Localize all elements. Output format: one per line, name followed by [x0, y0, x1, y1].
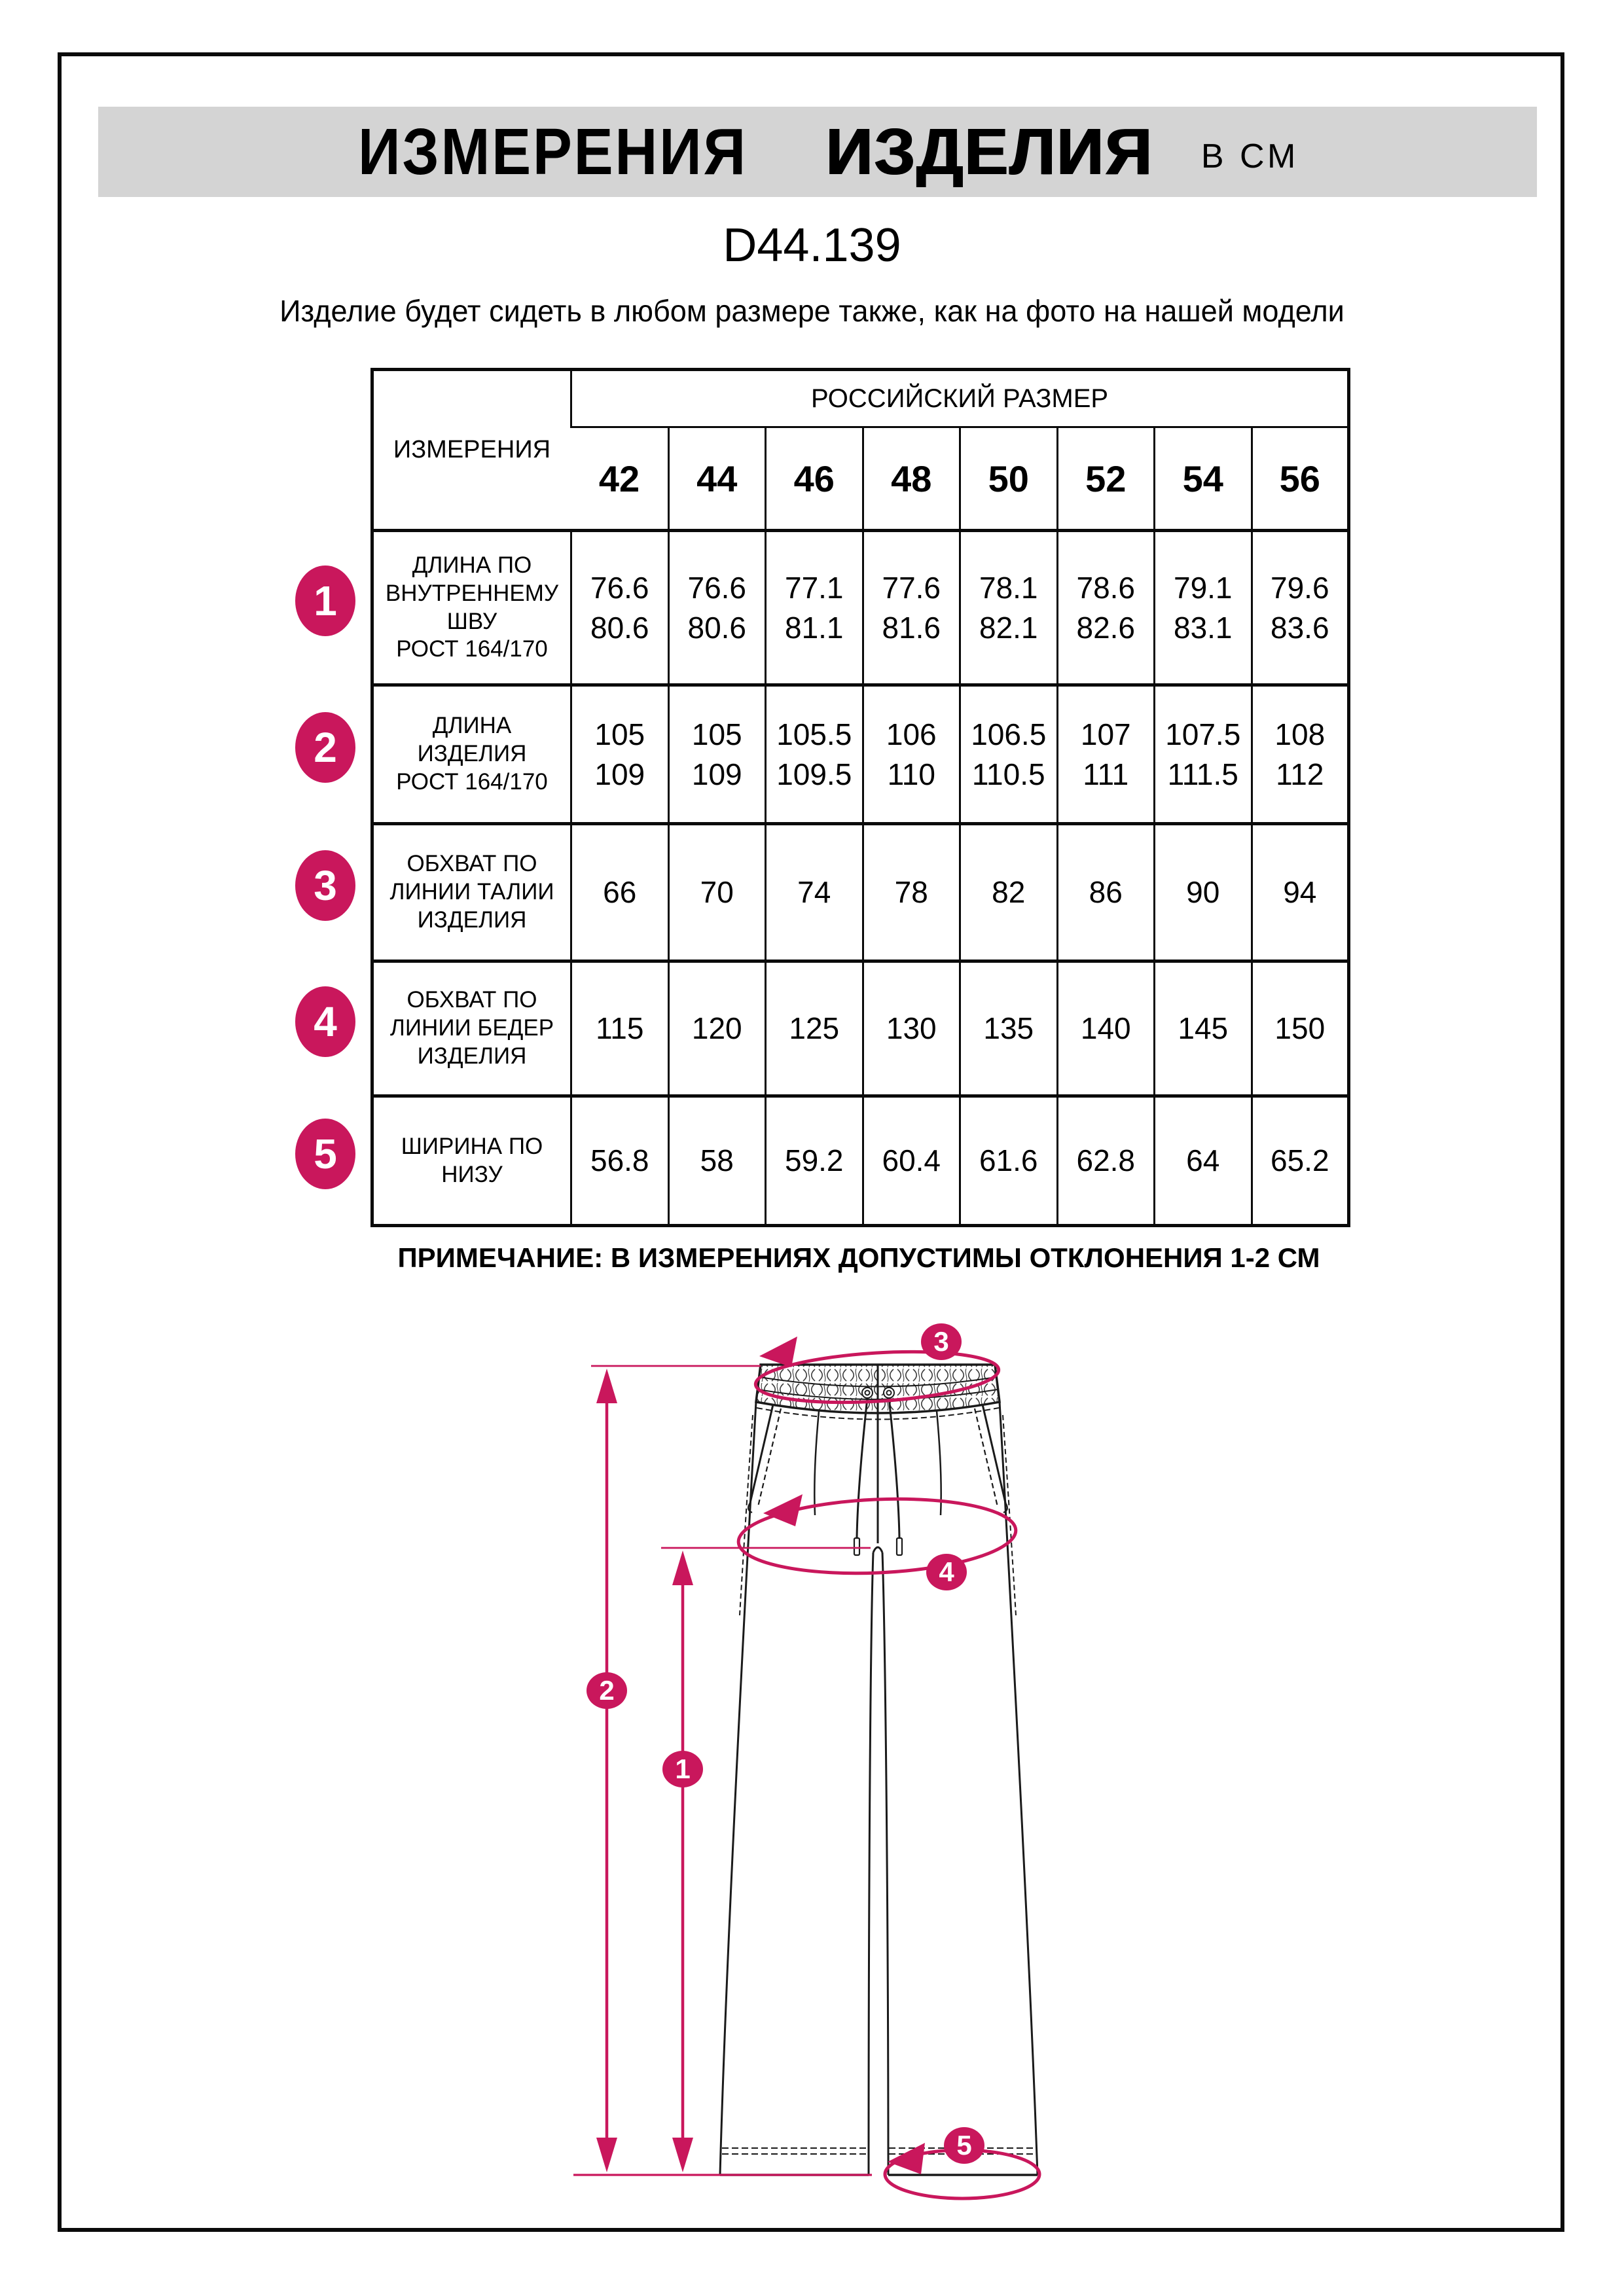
value-cell — [1155, 1096, 1252, 1226]
size-group-header-cell: РОССИЙСКИЙ РАЗМЕР — [571, 370, 1349, 427]
value-cell — [571, 531, 669, 685]
value-cell — [863, 961, 960, 1096]
value-top: 130 — [886, 1011, 937, 1046]
value-top: 61.6 — [979, 1143, 1038, 1178]
row-number-badge: 3 — [295, 850, 355, 921]
value-bottom: 82.6 — [1076, 610, 1136, 645]
value-cell — [960, 685, 1058, 824]
table-row — [372, 685, 1349, 824]
value-cell — [571, 824, 669, 961]
row-number-badge: 5 — [295, 1119, 355, 1189]
value-cell — [1252, 1096, 1349, 1226]
table-row — [372, 1096, 1349, 1226]
row-label — [372, 824, 571, 961]
product-code: D44.139 — [723, 219, 901, 272]
value-cell — [668, 824, 766, 961]
value-cell — [571, 961, 669, 1096]
row-label-line: ИЗДЕЛИЯ — [417, 1043, 527, 1069]
value-top: 64 — [1186, 1143, 1220, 1178]
value-top: 66 — [603, 875, 637, 910]
tolerance-note: ПРИМЕЧАНИЕ: В ИЗМЕРЕНИЯХ ДОПУСТИМЫ ОТКЛОНЕНИЯ 1-2 СМ — [397, 1242, 1320, 1273]
pleat — [814, 1411, 819, 1515]
title-units: В СМ — [1200, 137, 1299, 175]
value-cell — [863, 1096, 960, 1226]
value-top: 105 — [691, 717, 742, 751]
page-title: ИЗМЕРЕНИЯ — [357, 115, 748, 188]
value-cell — [571, 1096, 669, 1226]
value-cell — [668, 1096, 766, 1226]
value-cell — [766, 1096, 863, 1226]
value-bottom: 81.6 — [882, 610, 941, 645]
value-top: 79.6 — [1271, 570, 1329, 605]
size-table — [370, 368, 1350, 1227]
row-label-line: ШВУ — [446, 608, 497, 634]
table-row — [372, 961, 1349, 1096]
value-cell — [1057, 685, 1155, 824]
value-top: 76.6 — [590, 570, 649, 605]
size-header: 52 — [1057, 427, 1155, 531]
row-label-line: ВНУТРЕННЕМУ — [385, 580, 559, 606]
value-cell — [960, 961, 1058, 1096]
inseam — [882, 1552, 888, 2175]
value-top: 135 — [983, 1011, 1034, 1046]
value-top: 58 — [700, 1143, 734, 1178]
size-header: 48 — [863, 427, 960, 531]
title-bar — [98, 107, 1537, 197]
value-cell — [960, 824, 1058, 961]
value-top: 115 — [596, 1011, 644, 1046]
value-cell — [1155, 824, 1252, 961]
size-header: 46 — [766, 427, 863, 531]
value-cell — [668, 531, 766, 685]
value-cell — [1155, 685, 1252, 824]
value-bottom: 83.1 — [1173, 610, 1233, 645]
diagram-callout-2: 2 — [586, 1672, 627, 1709]
value-cell — [1155, 531, 1252, 685]
value-bottom: 83.6 — [1271, 610, 1329, 645]
value-bottom: 109 — [691, 757, 742, 791]
table-group-header-row — [372, 370, 1349, 427]
value-top: 79.1 — [1173, 570, 1233, 605]
value-cell — [1057, 961, 1155, 1096]
value-top: 86 — [1089, 875, 1123, 910]
value-cell — [960, 531, 1058, 685]
row-label — [372, 531, 571, 685]
value-cell — [766, 531, 863, 685]
value-cell — [1252, 961, 1349, 1096]
row-number-badge: 4 — [295, 986, 355, 1057]
value-top: 74 — [797, 875, 831, 910]
value-top: 94 — [1283, 875, 1317, 910]
value-cell — [863, 824, 960, 961]
value-top: 106 — [886, 717, 937, 751]
row-label-line: НИЗУ — [441, 1161, 503, 1187]
value-top: 105 — [594, 717, 645, 751]
value-top: 76.6 — [687, 570, 747, 605]
diagram-callout-5: 5 — [944, 2127, 984, 2164]
value-cell — [1252, 685, 1349, 824]
value-bottom: 81.1 — [784, 610, 844, 645]
value-cell — [863, 685, 960, 824]
value-top: 145 — [1178, 1011, 1229, 1046]
value-cell — [960, 1096, 1058, 1226]
value-bottom: 110.5 — [971, 757, 1045, 791]
value-top: 77.1 — [784, 570, 844, 605]
size-header: 44 — [668, 427, 766, 531]
value-cell — [1057, 1096, 1155, 1226]
value-cell — [766, 824, 863, 961]
value-top: 106.5 — [971, 717, 1047, 751]
value-top: 78 — [894, 875, 928, 910]
pants-measurement-diagram — [556, 1322, 1159, 2212]
row-label-line: ИЗДЕЛИЯ — [417, 741, 527, 767]
value-top: 105.5 — [776, 717, 852, 751]
row-label-line: РОСТ 164/170 — [396, 636, 548, 662]
size-header: 50 — [960, 427, 1058, 531]
value-top: 70 — [700, 875, 734, 910]
row-label-line: РОСТ 164/170 — [396, 768, 548, 795]
value-top: 78.1 — [979, 570, 1038, 605]
row-number-badge: 2 — [295, 712, 355, 783]
value-cell — [863, 531, 960, 685]
row-label-line: ЛИНИИ ТАЛИИ — [389, 879, 554, 905]
value-cell — [1155, 961, 1252, 1096]
value-top: 59.2 — [784, 1143, 844, 1178]
value-bottom: 82.1 — [979, 610, 1038, 645]
row-number-badge: 1 — [295, 565, 355, 636]
eyelet — [862, 1388, 873, 1398]
pants-sketch — [720, 1365, 1038, 2175]
value-top: 150 — [1274, 1011, 1326, 1046]
value-cell — [1057, 531, 1155, 685]
row-label — [372, 1096, 571, 1226]
value-top: 125 — [789, 1011, 840, 1046]
fit-note: Изделие будет сидеть в любом размере также, как на фото на нашей модели — [280, 294, 1344, 328]
value-top: 62.8 — [1076, 1143, 1136, 1178]
value-top: 90 — [1186, 875, 1220, 910]
value-top: 78.6 — [1076, 570, 1136, 605]
row-label-line: ОБХВАТ ПО — [406, 987, 537, 1013]
value-bottom: 80.6 — [687, 610, 747, 645]
value-cell — [1057, 824, 1155, 961]
value-cell — [766, 961, 863, 1096]
value-bottom: 110 — [887, 757, 935, 791]
row-label-line: ОБХВАТ ПО — [406, 851, 537, 877]
measurements-header-cell: ИЗМЕРЕНИЯ — [393, 436, 551, 463]
row-label-line: ЛИНИИ БЕДЕР — [389, 1015, 554, 1041]
value-top: 120 — [691, 1011, 742, 1046]
inseam — [869, 1552, 873, 2175]
value-bottom: 111 — [1083, 757, 1129, 791]
value-cell — [571, 685, 669, 824]
side-seam — [720, 1402, 756, 2175]
value-cell — [668, 685, 766, 824]
value-top: 60.4 — [882, 1143, 941, 1178]
value-top: 107.5 — [1165, 717, 1241, 751]
measurement-annotations — [573, 1336, 1039, 2198]
size-header: 54 — [1155, 427, 1252, 531]
row-label-line: ДЛИНА ПО — [412, 552, 532, 579]
row-label-line: ШИРИНА ПО — [401, 1133, 543, 1159]
value-bottom: 111.5 — [1167, 757, 1238, 791]
value-bottom: 80.6 — [590, 610, 649, 645]
row-label-line: ДЛИНА — [432, 713, 512, 739]
value-cell — [766, 685, 863, 824]
eyelet — [884, 1388, 894, 1398]
value-top: 77.6 — [882, 570, 941, 605]
value-top: 108 — [1274, 717, 1326, 751]
diagram-callout-3: 3 — [921, 1323, 962, 1360]
value-cell — [1252, 824, 1349, 961]
value-cell — [668, 961, 766, 1096]
value-top: 82 — [992, 875, 1026, 910]
value-bottom: 112 — [1276, 757, 1324, 791]
diagram-callout-4: 4 — [926, 1554, 967, 1590]
value-top: 56.8 — [590, 1143, 649, 1178]
size-header: 56 — [1252, 427, 1349, 531]
value-bottom: 109.5 — [776, 757, 852, 791]
value-top: 140 — [1080, 1011, 1131, 1046]
diagram-callout-1: 1 — [662, 1751, 703, 1787]
size-header: 42 — [598, 457, 640, 499]
value-bottom: 109 — [594, 757, 645, 791]
value-top: 107 — [1080, 717, 1131, 751]
row-label-line: ИЗДЕЛИЯ — [417, 906, 527, 933]
value-top: 65.2 — [1271, 1143, 1329, 1178]
table-row — [372, 531, 1349, 685]
page-title-secondary: ИЗДЕЛИЯ — [825, 115, 1153, 188]
value-cell — [1252, 531, 1349, 685]
row-label — [372, 961, 571, 1096]
row-label — [372, 685, 571, 824]
table-row — [372, 824, 1349, 961]
